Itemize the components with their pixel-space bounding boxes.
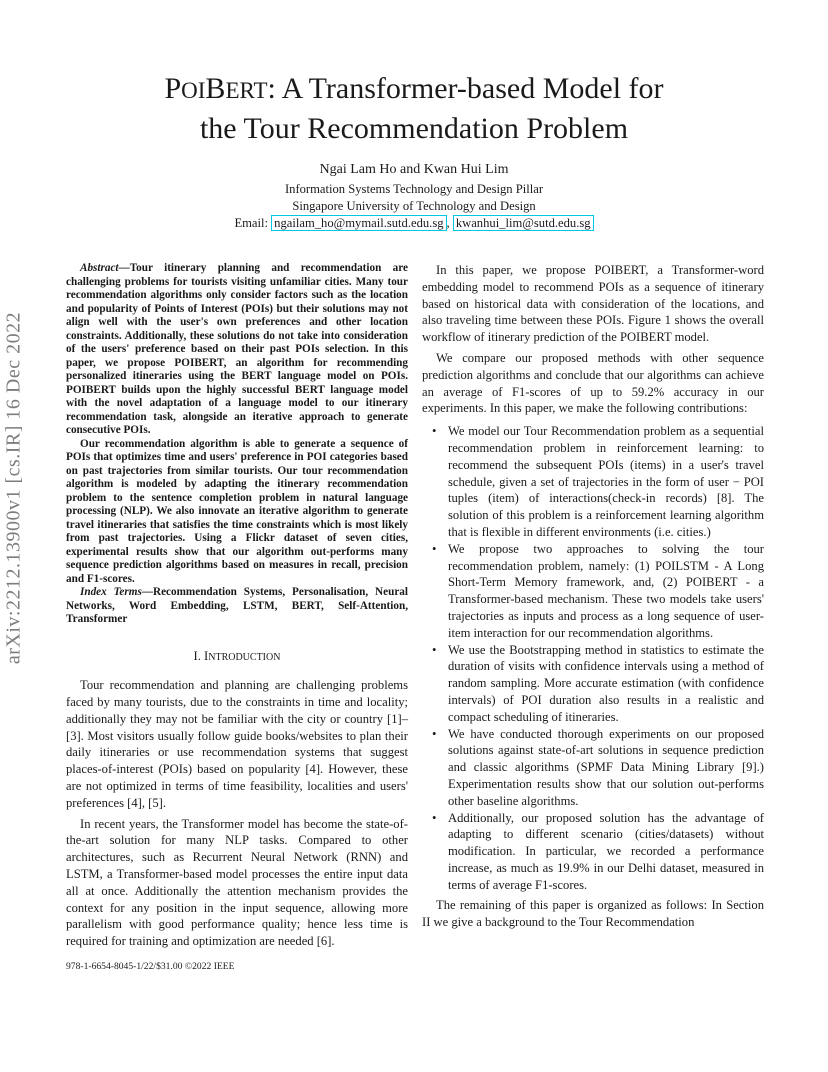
right-column — [422, 262, 764, 931]
abstract-paragraph-1 — [66, 262, 408, 438]
email-label: Email: — [234, 216, 272, 230]
email-link-2[interactable]: kwanhui_lim@sutd.edu.sg — [453, 215, 594, 231]
email-line: Email: ngailam_ho@mymail.sutd.edu.sg , kwanhui_lim@sutd.edu.sg — [0, 215, 828, 232]
copyright-footer: 978-1-6654-8045-1/22/$31.00 ©2022 IEEE — [66, 961, 235, 972]
affiliation-block — [0, 181, 828, 232]
email-link-1[interactable]: ngailam_ho@mymail.sutd.edu.sg — [271, 215, 446, 231]
abstract-paragraph-2: Our recommendation algorithm is able to generate a sequence of POIs that optimizes time and users' preference in POI categories based on past trajectories from similar tourists. Our tour recommendation algorithm is modeled by adapting the itinerary recommendation problem to the sentence completion problem in natural language processing (NLP). We also innovate an iterative algorithm to generate travel itineraries that satisfies the time constraints which is most likely from past trajectories. Using a Flickr dataset of seven cities, experimental results show that our algorithm out-performs many sequence prediction algorithms based on measures in recall, precision and F1-scores. — [66, 437, 408, 585]
right-paragraph-2: We compare our proposed methods with other sequence prediction algorithms and conclude that our algorithms can achieve an average of F1-scores of up to 59.2% accuracy in our experiments. In this paper, we make the following contributions: — [422, 350, 764, 416]
index-terms-label: Index Terms — [80, 586, 142, 598]
affiliation-line-1: Information Systems Technology and Design Pillar — [284, 182, 544, 196]
index-terms — [66, 586, 408, 627]
contribution-item-3: • We use the Bootstrapping method in statistics to estimate the duration of visits with confidence intervals using a method of random sampling. More accurate estimation (with confidence intervals) of POI duration also results in a realistic and compact scheduling of itineraries. — [448, 642, 764, 726]
right-paragraph-3: The remaining of this paper is organized as follows: In Section II we give a background to the Tour Recommendation — [422, 898, 764, 930]
section-heading-introduction: I. INTRODUCTION — [193, 648, 281, 663]
arxiv-identifier: arXiv:2212.13900v1 [cs.IR] 16 Dec 2022 — [2, 311, 25, 665]
contribution-item-2: • We propose two approaches to solving the tour recommendation problem, namely: (1) POILSTM - A Long Short-Term Memory framework, and, (2) POIBERT - a Transformer-based mechanism. These two models take users' trajectories as inputs and process as a long sequence of user-item interaction for our recommendation algorithms. — [448, 541, 764, 642]
affiliation-line-2: Singapore University of Technology and Design — [292, 199, 536, 213]
contribution-item-5: • Additionally, our proposed solution has the advantage of adapting to different scenario (cities/datasets) without modification. In particular, we recorded a performance increase, as much as 19.9% in our Delhi dataset, measured in terms of average F1-scores. — [448, 810, 764, 894]
intro-paragraph-2: In recent years, the Transformer model has become the state-of-the-art solution for many NLP tasks. Compared to other architectures, such as Recurrent Neural Network (RNN) and LSTM, a Transformer-based model processes the entire input data all at once. Additionally the attention mechanism provides the context for any position in the input sequence, allowing more parallelism with good performance quality; hence less time is required for training and optimization are needed [6]. — [66, 816, 408, 949]
abstract — [66, 262, 408, 627]
intro-paragraph-1: Tour recommendation and planning are challenging problems faced by many tourists, due to the constraints in time and locality; additionally they may not be familiar with the city or country [1]–[3]. Most visitors usually follow guide books/websites to plan their daily itineraries or use recommendation systems that suggest places-of-interest (POIs) based on popularity [4]. However, these are not optimized in terms of time feasibility, localities and users' preferences [4], [5]. — [66, 678, 408, 810]
title-line-2: the Tour Recommendation Problem — [199, 112, 629, 145]
authors: Ngai Lam Ho and Kwan Hui Lim — [319, 162, 509, 177]
abstract-label: Abstract — [80, 262, 119, 274]
contribution-item-1: • We model our Tour Recommendation problem as a sequential recommendation problem in reinforcement learning: to recommend the subsequent POIs (items) in a user's travel schedule, given a set of trajectories in the form of user − POI tuples (item) of interactions(check-in records) [8]. The solution of this problem is a reinforcement learning algorithm that is flexible in different environments (i.e. cities.) — [448, 423, 764, 541]
contribution-item-4: • We have conducted thorough experiments on our proposed solutions against state-of-art solutions in sequence prediction and classic algorithms (SPMF Data Mining Library [9].) Experimentation results show that our solution out-performs other baseline algorithms. — [448, 726, 764, 810]
paper-title — [0, 70, 828, 148]
contributions-list — [422, 423, 764, 893]
right-paragraph-1: In this paper, we propose POIBERT, a Transformer-word embedding model to recommend POIs as a sequence of itinerary based on historical data with consideration of the locations, and also traveling time between these POIs. Figure 1 shows the overall workflow of itinerary prediction of the POIBERT model. — [422, 263, 764, 345]
title-line-1: POIBERT: A Transformer-based Model for — [164, 72, 664, 105]
left-column — [66, 262, 408, 950]
index-terms-text: —Recommendation Systems, Personalisation, Neural Networks, Word Embedding, LSTM, BERT, Self-Attention, Transformer — [66, 586, 408, 625]
abstract-text-1: —Tour itinerary planning and recommendation are challenging problems for tourists visiting unfamiliar cities. Many tour recommendation algorithms only consider factors such as the location and popularity of Points of Interest (POIs) but their solutions may not align well with the user's own preferences and other location constraints. Additionally, these solutions do not take into consideration of the users' preference based on their past POIs selection. In this paper, we propose POIBERT, an algorithm for recommending personalized itineraries using the BERT language model on POIs. POIBERT builds upon the highly successful BERT language model with the novel adaptation of a language model to our itinerary recommendation task, alongside an iterative approach to generate consecutive POIs. — [66, 262, 408, 436]
